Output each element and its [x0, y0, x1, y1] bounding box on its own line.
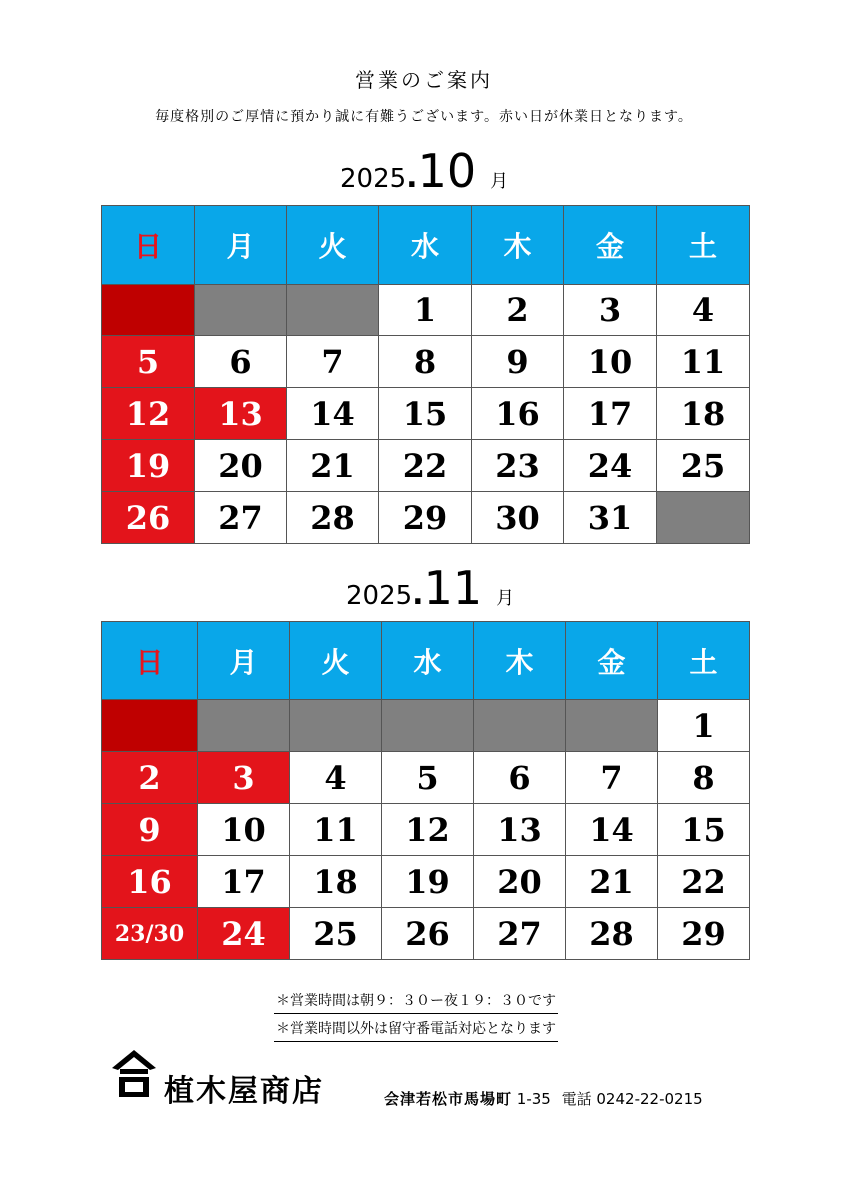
address-text: 会津若松市馬場町: [384, 1090, 513, 1108]
day-cell: 23: [472, 440, 564, 492]
weekday-sun: 日: [102, 622, 198, 700]
day-cell: 21: [566, 856, 658, 908]
day-cell: 27: [474, 908, 566, 960]
weekday-mon: 月: [198, 622, 290, 700]
note-hours: ＊営業時間は朝９：３０ー夜１９：３０です: [274, 990, 558, 1014]
month-number: 11: [423, 561, 483, 615]
weekday-thu: 木: [472, 206, 564, 285]
day-cell: 21: [287, 440, 379, 492]
weekday-header-row: [102, 622, 750, 700]
empty-day-cell: [102, 285, 195, 336]
day-cell: 8: [379, 336, 472, 388]
day-cell: 10: [564, 336, 657, 388]
day-cell: 9: [472, 336, 564, 388]
day-cell: 31: [564, 492, 657, 544]
year-label: 2025: [346, 581, 413, 611]
day-cell: 13: [474, 804, 566, 856]
day-cell: 4: [290, 752, 382, 804]
day-cell: 1: [658, 700, 750, 752]
greeting-text: 毎度格別のご厚情に預かり誠に有難うございます。赤い日が休業日となります。: [155, 109, 693, 125]
month-suffix: 月: [490, 171, 509, 192]
empty-day-cell: [382, 700, 474, 752]
day-cell: 4: [657, 285, 750, 336]
shop-address: [384, 1088, 703, 1109]
day-cell: 28: [287, 492, 379, 544]
week-row: [102, 908, 750, 960]
week-row: [102, 804, 750, 856]
day-cell: 18: [657, 388, 750, 440]
page-title: 営業のご案内: [355, 68, 493, 92]
month-heading-october: 2025.10 月: [340, 144, 509, 198]
weekday-wed: 水: [379, 206, 472, 285]
day-cell: 6: [195, 336, 287, 388]
weekday-tue: 火: [290, 622, 382, 700]
empty-day-cell: [657, 492, 750, 544]
day-cell: 19: [102, 440, 195, 492]
day-cell: 19: [382, 856, 474, 908]
month-suffix: 月: [496, 588, 515, 609]
day-cell: 16: [102, 856, 198, 908]
weekday-mon: 月: [195, 206, 287, 285]
day-cell: 1: [379, 285, 472, 336]
day-cell: 29: [658, 908, 750, 960]
shop-logo-icon: [108, 1048, 160, 1100]
day-cell: 20: [195, 440, 287, 492]
day-cell: 9: [102, 804, 198, 856]
week-row: [102, 285, 750, 336]
weekday-sat: 土: [658, 622, 750, 700]
day-cell: 8: [658, 752, 750, 804]
day-cell: 13: [195, 388, 287, 440]
day-cell: 17: [564, 388, 657, 440]
day-cell: 7: [287, 336, 379, 388]
month-heading-november: 2025.11 月: [346, 561, 515, 615]
day-cell: 23/30: [102, 908, 198, 960]
week-row: [102, 856, 750, 908]
day-cell: 7: [566, 752, 658, 804]
day-cell: 24: [198, 908, 290, 960]
week-row: [102, 492, 750, 544]
day-cell: 17: [198, 856, 290, 908]
day-cell: 20: [474, 856, 566, 908]
weekday-sun: 日: [102, 206, 195, 285]
day-cell: 11: [290, 804, 382, 856]
empty-day-cell: [287, 285, 379, 336]
phone-number: 電話 0242-22-0215: [561, 1090, 703, 1108]
empty-day-cell: [290, 700, 382, 752]
day-cell: 27: [195, 492, 287, 544]
day-cell: 25: [290, 908, 382, 960]
day-cell: 12: [102, 388, 195, 440]
week-row: [102, 440, 750, 492]
weekday-wed: 水: [382, 622, 474, 700]
week-row: [102, 336, 750, 388]
year-label: 2025: [340, 164, 407, 194]
day-cell: 11: [657, 336, 750, 388]
day-cell: 14: [566, 804, 658, 856]
day-cell: 12: [382, 804, 474, 856]
week-row: [102, 700, 750, 752]
note-answering-machine: ＊営業時間以外は留守番電話対応となります: [274, 1018, 558, 1042]
day-cell: 18: [290, 856, 382, 908]
day-cell: 26: [102, 492, 195, 544]
day-cell: 15: [379, 388, 472, 440]
empty-day-cell: [474, 700, 566, 752]
weekday-thu: 木: [474, 622, 566, 700]
day-cell: 5: [382, 752, 474, 804]
day-cell: 14: [287, 388, 379, 440]
day-cell: 3: [564, 285, 657, 336]
month-number: 10: [417, 144, 477, 198]
weekday-header-row: [102, 206, 750, 285]
weekday-sat: 土: [657, 206, 750, 285]
empty-day-cell: [102, 700, 198, 752]
day-cell: 5: [102, 336, 195, 388]
day-cell: 10: [198, 804, 290, 856]
empty-day-cell: [198, 700, 290, 752]
weekday-tue: 火: [287, 206, 379, 285]
day-cell: 28: [566, 908, 658, 960]
day-cell: 6: [474, 752, 566, 804]
day-cell: 25: [657, 440, 750, 492]
empty-day-cell: [195, 285, 287, 336]
calendar-november: [101, 621, 750, 960]
week-row: [102, 752, 750, 804]
address-number: 1-35: [516, 1090, 551, 1108]
day-cell: 2: [472, 285, 564, 336]
empty-day-cell: [566, 700, 658, 752]
weekday-fri: 金: [564, 206, 657, 285]
day-cell: 30: [472, 492, 564, 544]
calendar-october: [101, 205, 750, 544]
weekday-fri: 金: [566, 622, 658, 700]
day-cell: 29: [379, 492, 472, 544]
shop-name: 植木屋商店: [164, 1074, 324, 1109]
day-cell: 22: [658, 856, 750, 908]
day-cell: 24: [564, 440, 657, 492]
day-cell: 22: [379, 440, 472, 492]
day-cell: 15: [658, 804, 750, 856]
day-cell: 16: [472, 388, 564, 440]
day-cell: 3: [198, 752, 290, 804]
day-cell: 2: [102, 752, 198, 804]
week-row: [102, 388, 750, 440]
day-cell: 26: [382, 908, 474, 960]
